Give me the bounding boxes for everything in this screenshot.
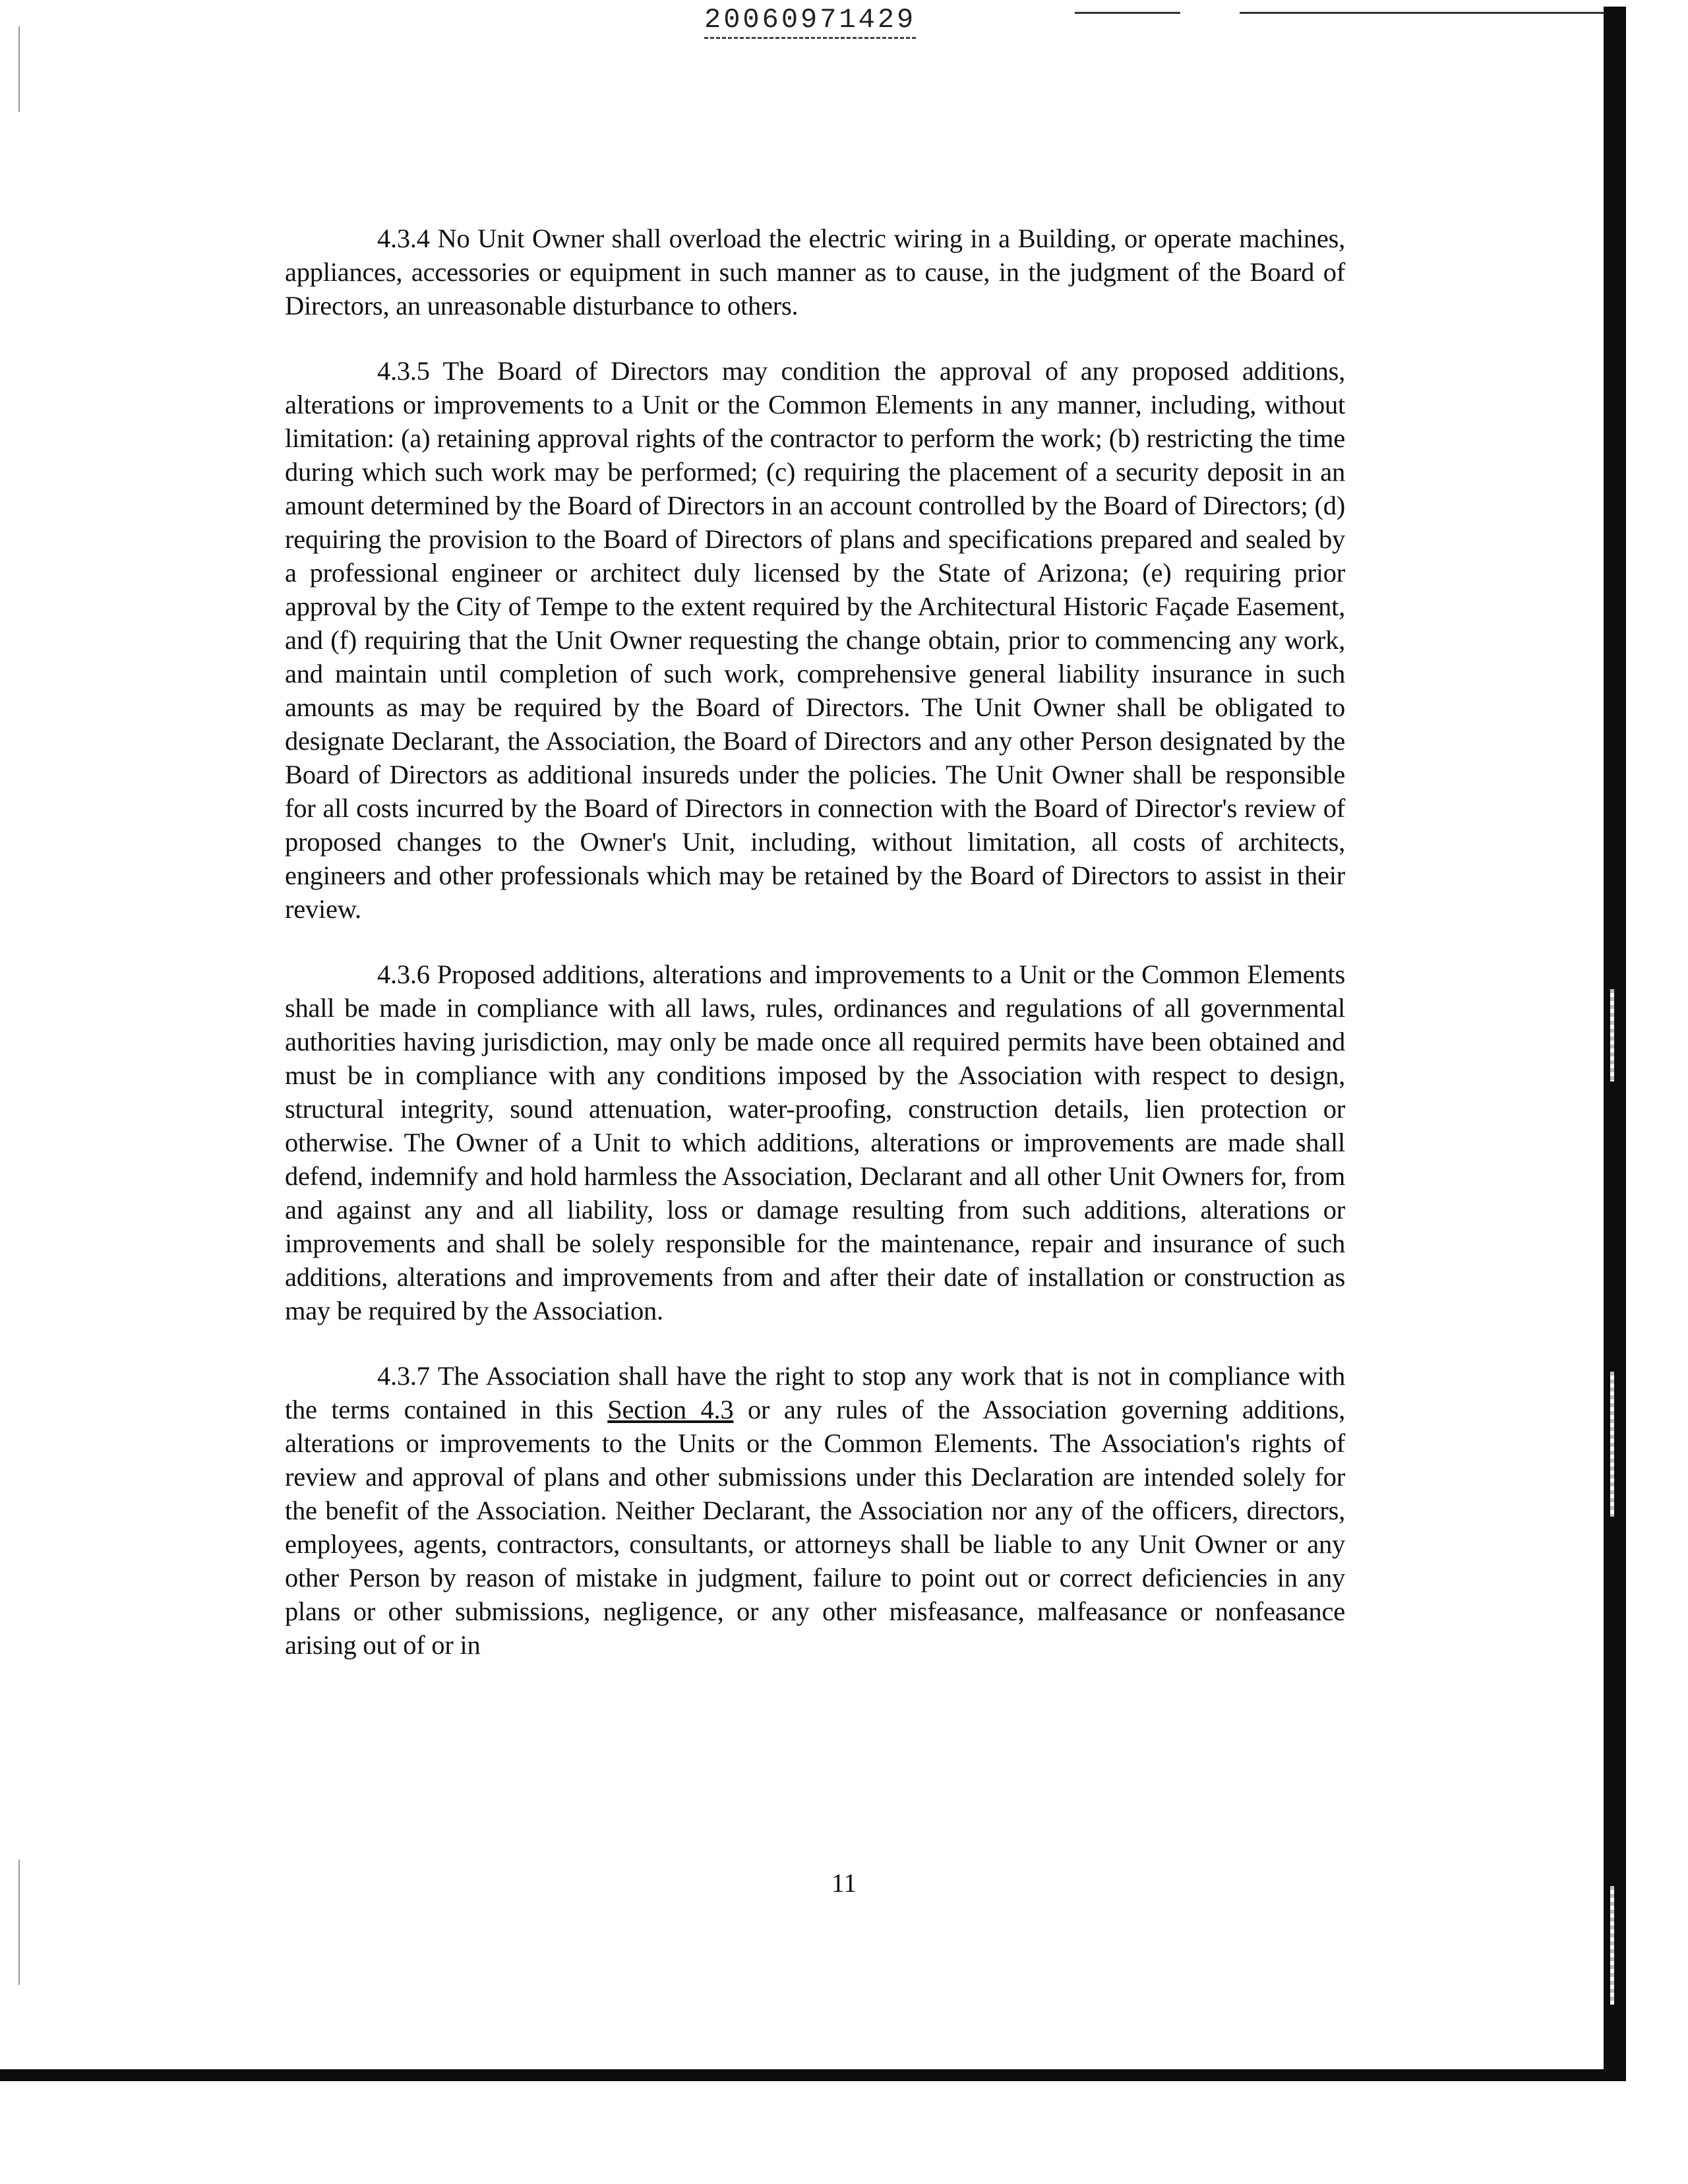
scan-speckle xyxy=(1610,989,1614,1081)
paragraph-text: 4.3.7 The Association shall have the right to stop any work that is not in compliance with the terms contained in this xyxy=(285,1361,1345,1424)
paragraph-4-3-4: 4.3.4 No Unit Owner shall overload the electric wiring in a Building, or operate machines, appliances, accessories or equipment in such manner as to cause, in the judgment of the Board of Directors, an unreasonable disturbance to others. xyxy=(285,224,1345,320)
scan-top-rule xyxy=(1240,12,1604,14)
document-body xyxy=(285,222,1345,1693)
scan-edge-right xyxy=(1604,7,1626,2077)
paragraph-text: or any rules of the Association governing additions, alterations or improvements to the Units or the Common Elements. The Association's rights of review and approval of plans and other submissions under this Declaration are intended solely for the benefit of the Association. Neither Declarant, the Association nor any of the officers, directors, employees, agents, contractors, consultants, or attorneys shall be liable to any Unit Owner or any other Person by reason of mistake in judgment, failure to point out or correct deficiencies in any plans or other submissions, negligence, or any other misfeasance, malfeasance or nonfeasance arising out of or in xyxy=(285,1395,1346,1660)
scan-left-mark xyxy=(18,26,20,112)
scan-speckle xyxy=(1610,1886,1614,2005)
scan-edge-bottom xyxy=(0,2069,1626,2081)
paragraph-4-3-7 xyxy=(285,1359,1345,1662)
scan-speckle xyxy=(1610,1372,1614,1517)
document-number: 20060971429 xyxy=(704,3,916,39)
section-reference: Section 4.3 xyxy=(607,1395,734,1424)
paragraph-4-3-5: 4.3.5 The Board of Directors may condition the approval of any proposed additions, alterations or improvements to a Unit or the Common Elements in any manner, including, without limitation: (a) retaining approval rights of the contractor to perform the work; (b) restricting the time during which such work may be performed; (c) requiring the placement of a security deposit in an amount determined by the Board of Directors in an account controlled by the Board of Directors; (d) requiring the provision to the Board of Directors of plans and specifications prepared and sealed by a professional engineer or architect duly licensed by the State of Arizona; (e) requiring prior approval by the City of Tempe to the extent required by the Architectural Historic Façade Easement, and (f) requiring that the Unit Owner requesting the change obtain, prior to commencing any work, and maintain until completion of such work, comprehensive general liability insurance in such amounts as may be required by the Board of Directors. The Unit Owner shall be obligated to designate Declarant, the Association, the Board of Directors and any other Person designated by the Board of Directors as additional insureds under the policies. The Unit Owner shall be responsible for all costs incurred by the Board of Directors in connection with the Board of Director's review of proposed changes to the Owner's Unit, including, without limitation, all costs of architects, engineers and other professionals which may be retained by the Board of Directors to assist in their review. xyxy=(285,356,1345,924)
scan-top-rule xyxy=(1075,12,1180,14)
paragraph-4-3-6: 4.3.6 Proposed additions, alterations and improvements to a Unit or the Common Elements shall be made in compliance with all laws, rules, ordinances and regulations of all governmental authorities having jurisdiction, may only be made once all required permits have been obtained and must be in compliance with any conditions imposed by the Association with respect to design, structural integrity, sound attenuation, water-proofing, construction details, lien protection or otherwise. The Owner of a Unit to which additions, alterations or improvements are made shall defend, indemnify and hold harmless the Association, Declarant and all other Unit Owners for, from and against any and all liability, loss or damage resulting from such additions, alterations or improvements and shall be solely responsible for the maintenance, repair and insurance of such additions, alterations and improvements from and after their date of installation or construction as may be required by the Association. xyxy=(285,959,1345,1325)
page-number: 11 xyxy=(831,1868,857,1898)
